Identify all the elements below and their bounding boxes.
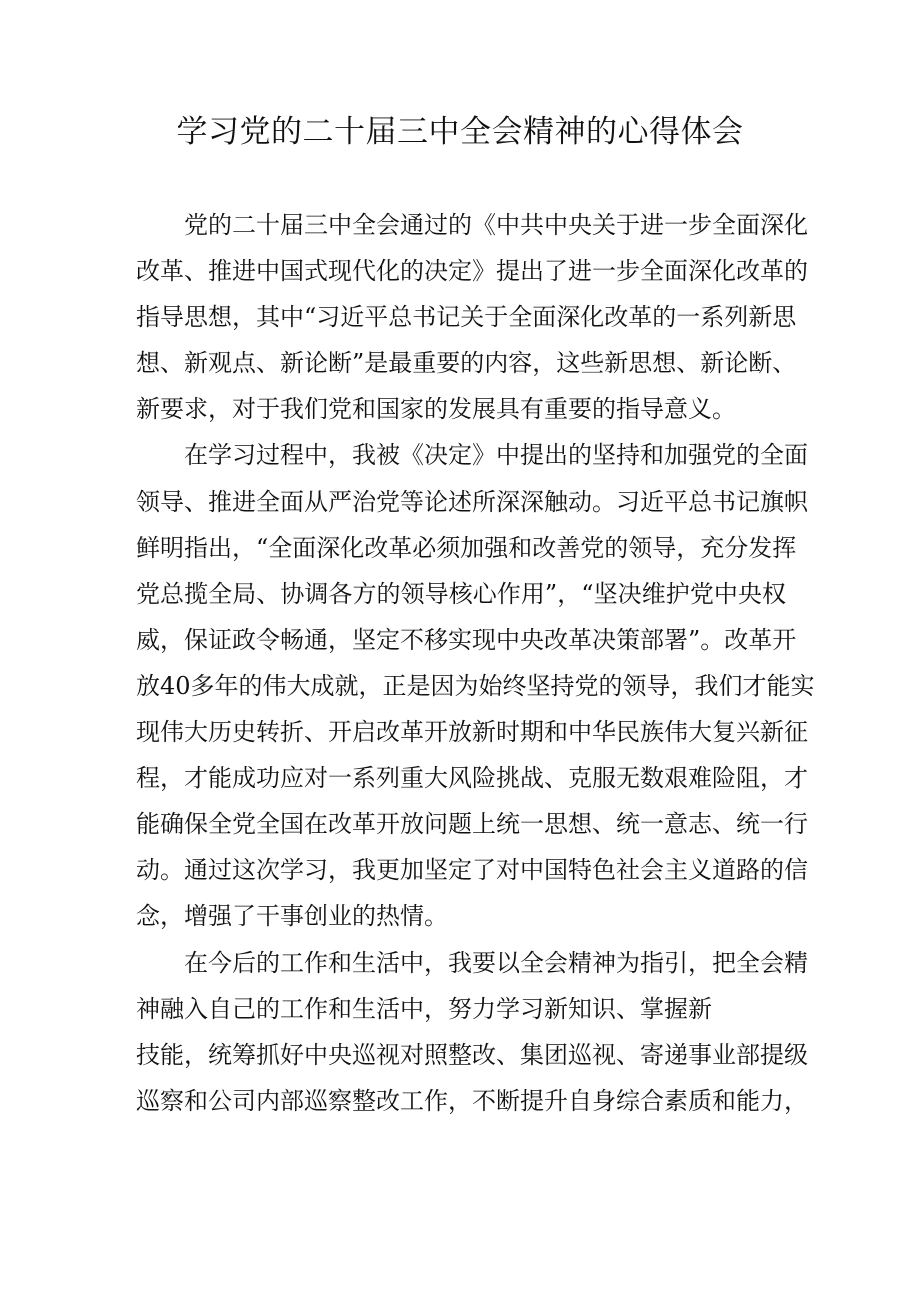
paragraph-line: 党的二十届三中全会通过的《中共中央关于进一步全面深化 [184, 211, 808, 239]
paragraph-line: 改革、推进中国式现代化的决定》提出了进一步全面深化改革的 [136, 257, 808, 286]
paragraph-line: 指导思想，其中“习近平总书记关于全面深化改革的一系列新思 [136, 303, 797, 332]
paragraph-line: 程，才能成功应对一系列重大风险挑战、克服无数艰难险阻，才 [136, 764, 808, 793]
paragraph-line: 在学习过程中，我被《决定》中提出的坚持和加强党的全面 [184, 441, 808, 470]
paragraph-line: 党总揽全局、协调各方的领导核心作用”，“坚决维护党中央权 [136, 579, 786, 608]
paragraph-line: 新要求，对于我们党和国家的发展具有重要的指导意义。 [136, 395, 736, 424]
paragraph-line: 技能，统筹抓好中央巡视对照整改、集团巡视、寄递事业部提级 [136, 1040, 808, 1069]
paragraph-line: 现伟大历史转折、开启改革开放新时期和中华民族伟大复兴新征 [136, 718, 808, 747]
paragraph-1 [136, 202, 808, 432]
paragraph-line: 想、新观点、新论断”是最重要的内容，这些新思想、新论断、 [136, 349, 797, 378]
document-body [136, 202, 815, 1124]
paragraph-line: 领导、推进全面从严治党等论述所深深触动。习近平总书记旗帜 [136, 487, 808, 516]
paragraph-line: 动。通过这次学习，我更加坚定了对中国特色社会主义道路的信 [136, 856, 808, 885]
document-title: 学习党的二十届三中全会精神的心得体会 [176, 114, 744, 150]
paragraph-line: 在今后的工作和生活中，我要以全会精神为指引，把全会精 [184, 948, 808, 977]
paragraph-line: 放40多年的伟大成就，正是因为始终坚持党的领导，我们才能实 [136, 671, 815, 700]
paragraph-line: 能确保全党全国在改革开放问题上统一思想、统一意志、统一行 [136, 810, 808, 839]
paragraph-3 [136, 940, 808, 1124]
paragraph-line: 威，保证政令畅通，坚定不移实现中央改革决策部署”。改革开 [136, 625, 797, 654]
paragraph-2 [136, 432, 815, 939]
paragraph-line: 念，增强了干事创业的热情。 [136, 902, 448, 931]
paragraph-line: 巡察和公司内部巡察整改工作，不断提升自身综合素质和能力， [136, 1086, 808, 1115]
paragraph-line: 神融入自己的工作和生活中，努力学习新知识、掌握新 [136, 994, 712, 1023]
paragraph-line: 鲜明指出，“全面深化改革必须加强和改善党的领导，充分发挥 [136, 533, 797, 562]
